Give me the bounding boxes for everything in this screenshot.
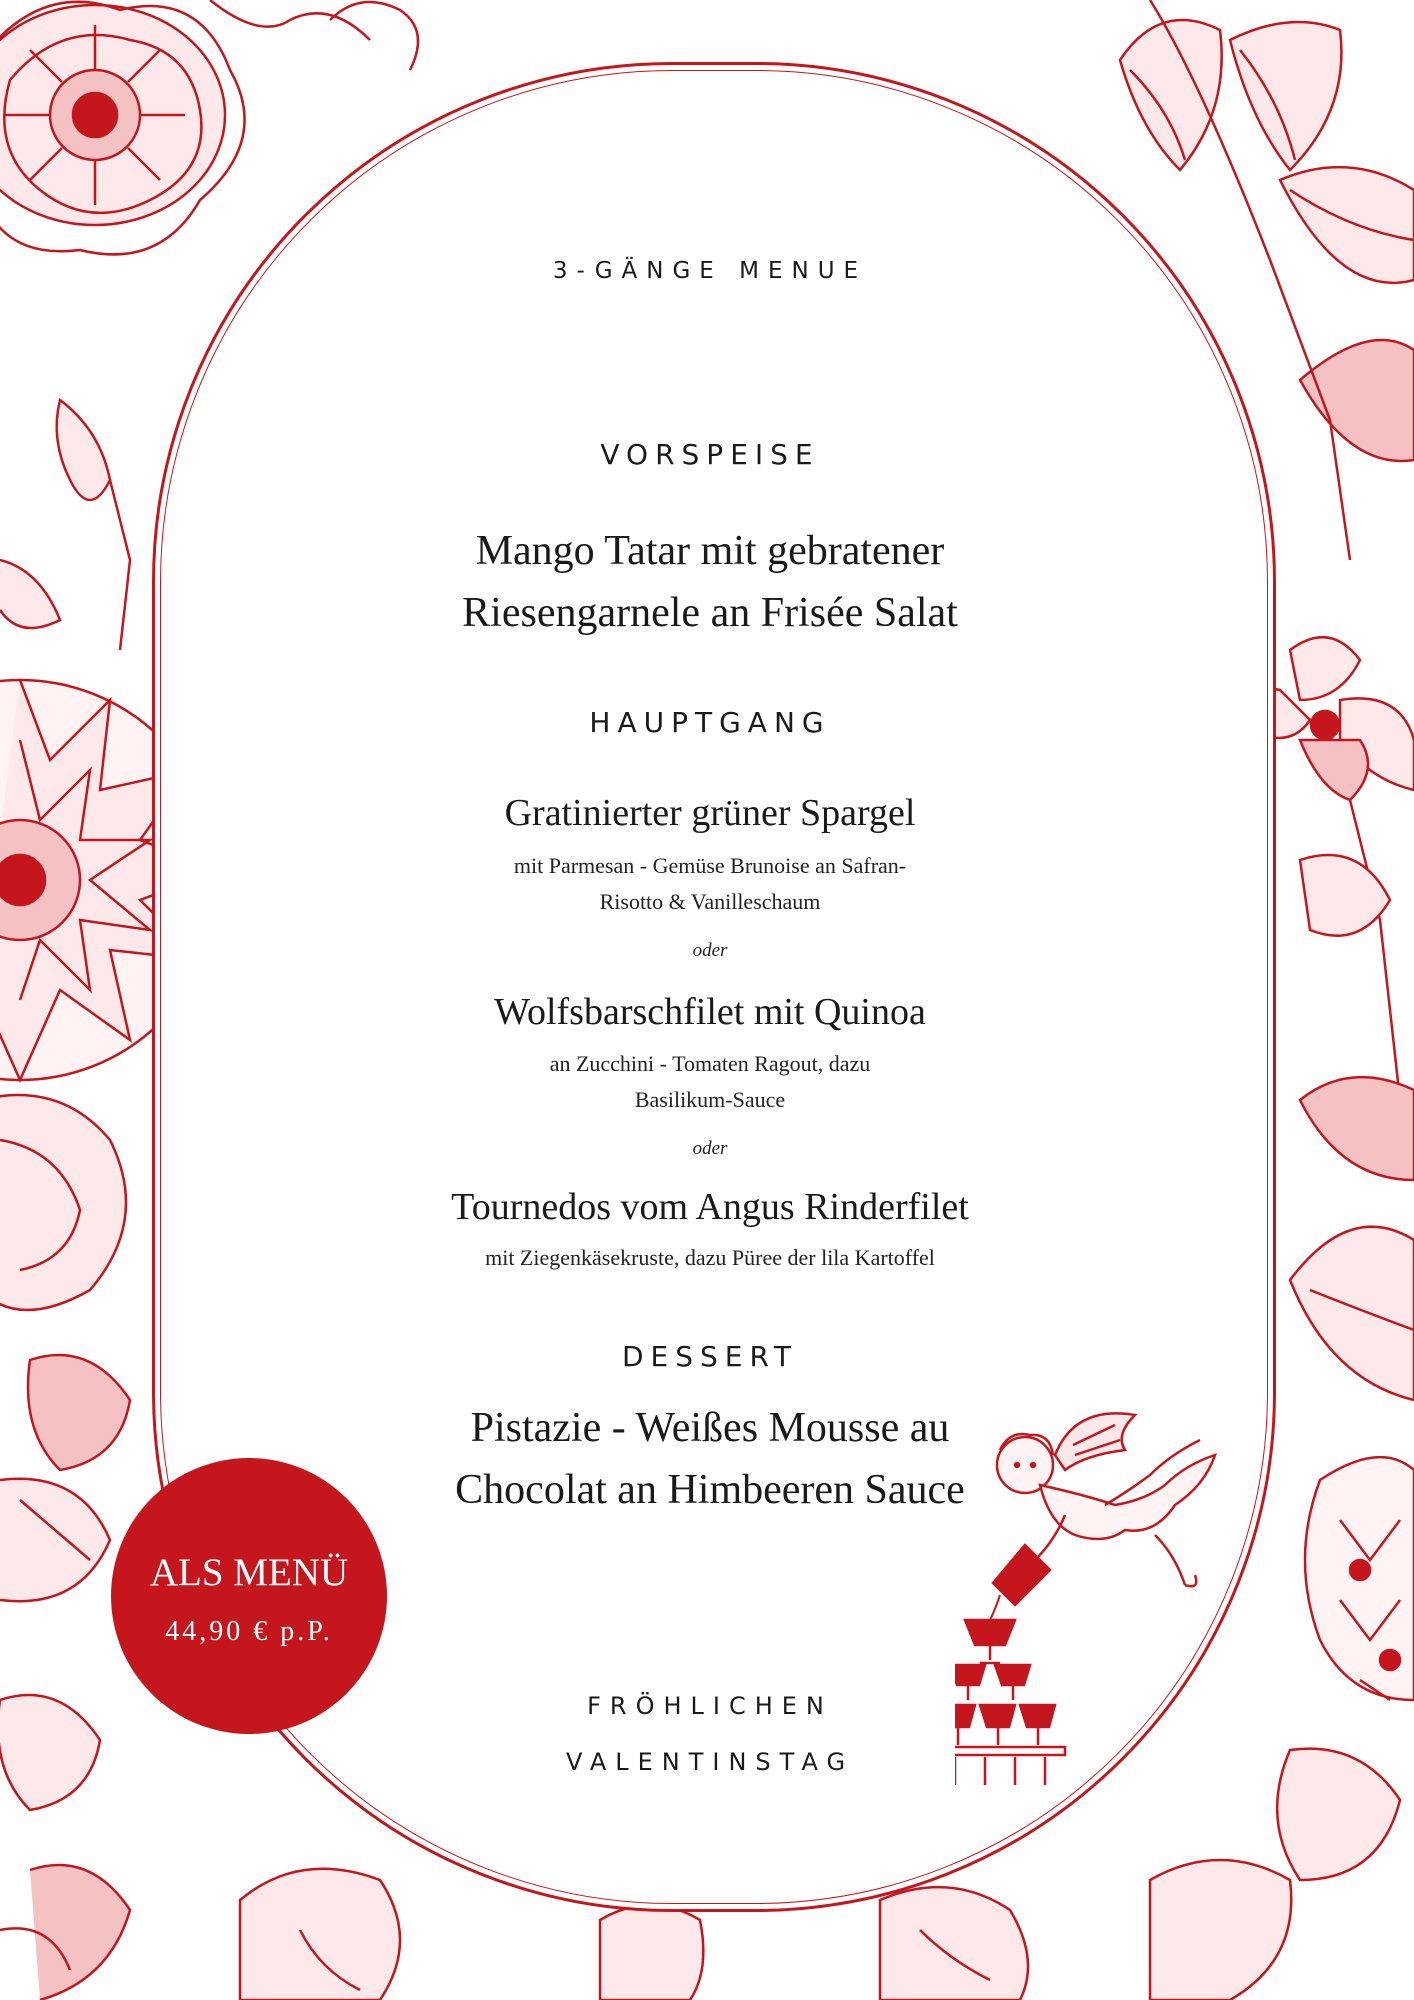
main-option-1-desc-line-1: mit Parmesan - Gemüse Brunoise an Safran- <box>513 853 907 878</box>
main-heading: HAUPTGANG <box>589 706 831 739</box>
starter-heading: VORSPEISE <box>600 438 820 471</box>
main-option-3-desc-line-1: mit Ziegenkäsekruste, dazu Püree der lila Kartoffel <box>485 1245 935 1270</box>
starter-dish-line-1: Mango Tatar mit gebratener <box>475 528 945 574</box>
main-separator-1: oder <box>692 940 728 961</box>
main-option-1-name: Gratinierter grüner Spargel <box>504 792 916 834</box>
champagne-tower <box>955 1620 1065 1785</box>
footer-line-1: FRÖHLICHEN <box>587 1692 833 1720</box>
footer-line-2: VALENTINSTAG <box>565 1748 855 1776</box>
price-badge <box>111 1458 387 1734</box>
starter-dish-line-2: Riesengarnele an Frisée Salat <box>462 590 958 636</box>
main-option-3-name: Tournedos vom Angus Rinderfilet <box>451 1186 969 1228</box>
dessert-dish-line-2: Chocolat an Himbeeren Sauce <box>455 1467 965 1513</box>
main-separator-2: oder <box>692 1138 728 1159</box>
main-option-1-desc-line-2: Risotto & Vanilleschaum <box>599 889 821 914</box>
price-badge-value: 44,90 € p.P. <box>165 1616 333 1647</box>
cupid-wing <box>1055 1413 1135 1470</box>
cupid-champagne-tower-illustration <box>955 1395 1235 1790</box>
main-option-2-desc-line-2: Basilikum-Sauce <box>634 1087 786 1112</box>
main-option-2-desc-line-1: an Zucchini - Tomaten Ragout, dazu <box>549 1051 871 1076</box>
cupid-head <box>997 1437 1053 1493</box>
dessert-heading: DESSERT <box>621 1340 798 1373</box>
left-lower-flower-illustration <box>0 1095 130 2000</box>
main-option-2-name: Wolfsbarschfilet mit Quinoa <box>494 991 926 1033</box>
price-badge-label: ALS MENÜ <box>149 1551 349 1594</box>
menu-title: 3-GÄNGE MENUE <box>552 258 868 284</box>
dessert-dish-line-1: Pistazie - Weißes Mousse au <box>470 1405 950 1451</box>
